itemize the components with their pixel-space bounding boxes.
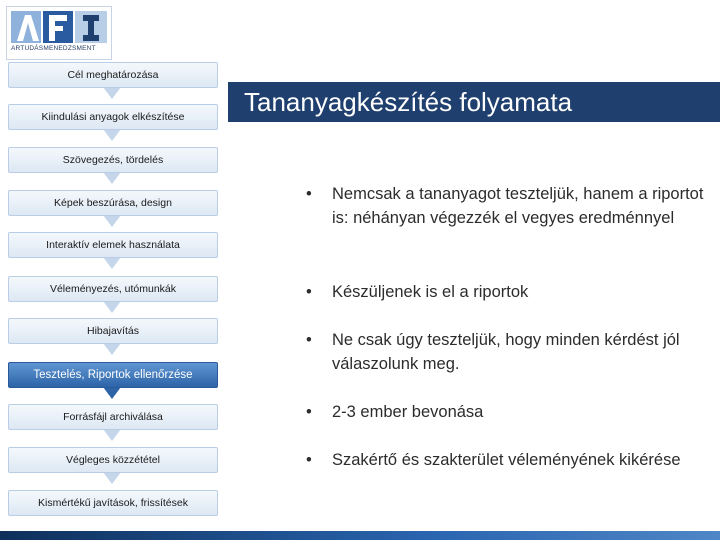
process-step: Képek beszúrása, design (8, 190, 218, 216)
bullet-dot-icon: • (306, 403, 312, 421)
step-arrow-icon (103, 343, 121, 355)
bullet-item (306, 448, 706, 472)
step-arrow-icon (103, 387, 121, 399)
bullet-dot-icon: • (306, 283, 312, 301)
step-arrow-icon (103, 472, 121, 484)
bullet-dot-icon: • (306, 451, 312, 469)
step-arrow-icon (103, 257, 121, 269)
step-arrow-icon (103, 429, 121, 441)
process-step: Tesztelés, Riportok ellenőrzése (8, 362, 218, 388)
bullet-text: Szakértő és szakterület véleményének kikérése (332, 451, 681, 469)
process-step: Véleményezés, utómunkák (8, 276, 218, 302)
process-step: Interaktív elemek használata (8, 232, 218, 258)
process-step: Végleges közzététel (8, 447, 218, 473)
process-step: Hibajavítás (8, 318, 218, 344)
afi-logo-mark (11, 11, 107, 43)
company-logo (6, 6, 112, 60)
bullet-item (306, 182, 706, 230)
step-arrow-icon (103, 129, 121, 141)
bullet-text: 2-3 ember bevonása (332, 403, 484, 421)
process-step: Kismértékű javítások, frissítések (8, 490, 218, 516)
bullet-item (306, 328, 706, 376)
bullet-text: Nemcsak a tananyagot teszteljük, hanem a riportot is: néhányan végezzék el vegyes eredménnyel (332, 185, 704, 227)
step-arrow-icon (103, 301, 121, 313)
step-arrow-icon (103, 215, 121, 227)
process-step: Forrásfájl archiválása (8, 404, 218, 430)
bullet-dot-icon: • (306, 185, 312, 203)
step-arrow-icon (103, 172, 121, 184)
bottom-bar (0, 531, 720, 540)
process-step: Szövegezés, tördelés (8, 147, 218, 173)
bullet-text: Készüljenek is el a riportok (332, 283, 529, 301)
logo-caption: ARTUDÁSMENEDZSMENT (11, 45, 96, 52)
process-step: Cél meghatározása (8, 62, 218, 88)
bullet-dot-icon: • (306, 331, 312, 349)
bullet-text: Ne csak úgy teszteljük, hogy minden kérdést jól válaszolunk meg. (332, 331, 680, 373)
bullet-item (306, 280, 706, 304)
bullet-item (306, 400, 706, 424)
slide-title: Tananyagkészítés folyamata (244, 87, 573, 117)
step-arrow-icon (103, 87, 121, 99)
process-step: Kiindulási anyagok elkészítése (8, 104, 218, 130)
